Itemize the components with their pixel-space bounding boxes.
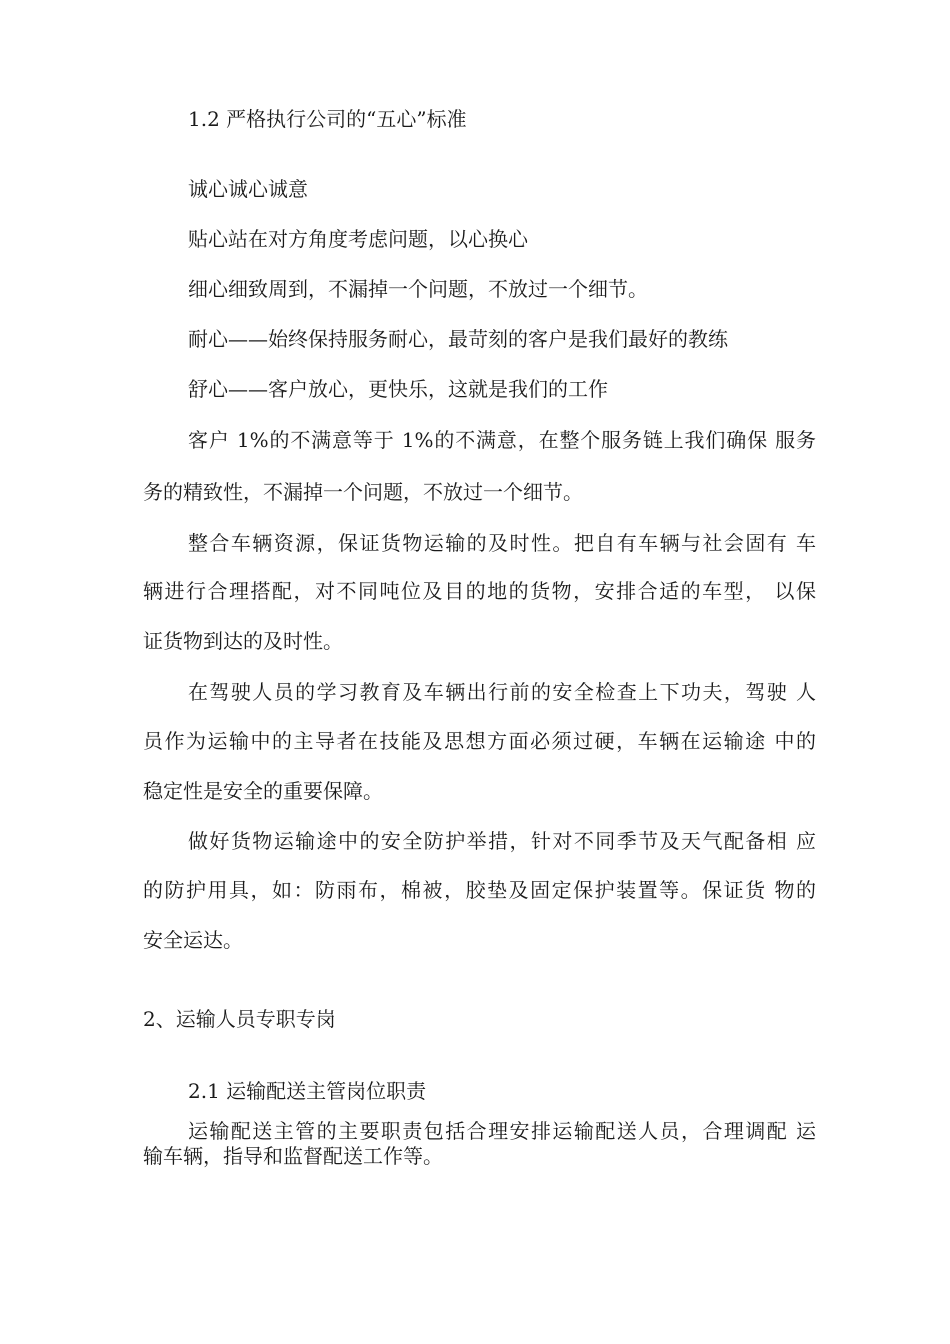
section-2-1-heading: 2.1 运输配送主管岗位职责 xyxy=(188,1079,427,1103)
section-2-heading: 2、运输人员专职专岗 xyxy=(143,1007,336,1031)
five-hearts-item-comfort: 舒心——客户放心，更快乐，这就是我们的工作 xyxy=(188,377,608,401)
paragraph-line: 在驾驶人员的学习教育及车辆出行前的安全检查上下功夫，驾驶 人 xyxy=(188,680,816,704)
paragraph-line: 做好货物运输途中的安全防护举措，针对不同季节及天气配备相 应 xyxy=(188,829,816,853)
paragraph-line: 整合车辆资源，保证货物运输的及时性。把自有车辆与社会固有 车 xyxy=(188,531,816,555)
paragraph-line: 运输配送主管的主要职责包括合理安排运输配送人员，合理调配 运 xyxy=(188,1119,816,1143)
five-hearts-item-considerate: 贴心站在对方角度考虑问题，以心换心 xyxy=(188,227,528,251)
five-hearts-item-sincerity: 诚心诚心诚意 xyxy=(188,177,308,201)
paragraph-line: 证货物到达的及时性。 xyxy=(143,629,343,653)
paragraph-line: 客户 1%的不满意等于 1%的不满意，在整个服务链上我们确保 服务 xyxy=(188,428,816,452)
section-1-2-heading: 1.2 严格执行公司的“五心”标准 xyxy=(188,107,467,131)
paragraph-line: 务的精致性，不漏掉一个问题，不放过一个细节。 xyxy=(143,480,583,504)
paragraph-line: 员作为运输中的主导者在技能及思想方面必须过硬，车辆在运输途 中的 xyxy=(143,729,816,753)
five-hearts-item-careful: 细心细致周到，不漏掉一个问题，不放过一个细节。 xyxy=(188,277,648,301)
paragraph-line: 辆进行合理搭配，对不同吨位及目的地的货物，安排合适的车型， 以保 xyxy=(143,579,816,603)
paragraph-line: 输车辆，指导和监督配送工作等。 xyxy=(143,1144,443,1168)
paragraph-line: 稳定性是安全的重要保障。 xyxy=(143,779,383,803)
paragraph-line: 安全运达。 xyxy=(143,928,243,952)
five-hearts-item-patience: 耐心——始终保持服务耐心，最苛刻的客户是我们最好的教练 xyxy=(188,327,728,351)
paragraph-line: 的防护用具，如：防雨布，棉被，胶垫及固定保护装置等。保证货 物的 xyxy=(143,878,816,902)
